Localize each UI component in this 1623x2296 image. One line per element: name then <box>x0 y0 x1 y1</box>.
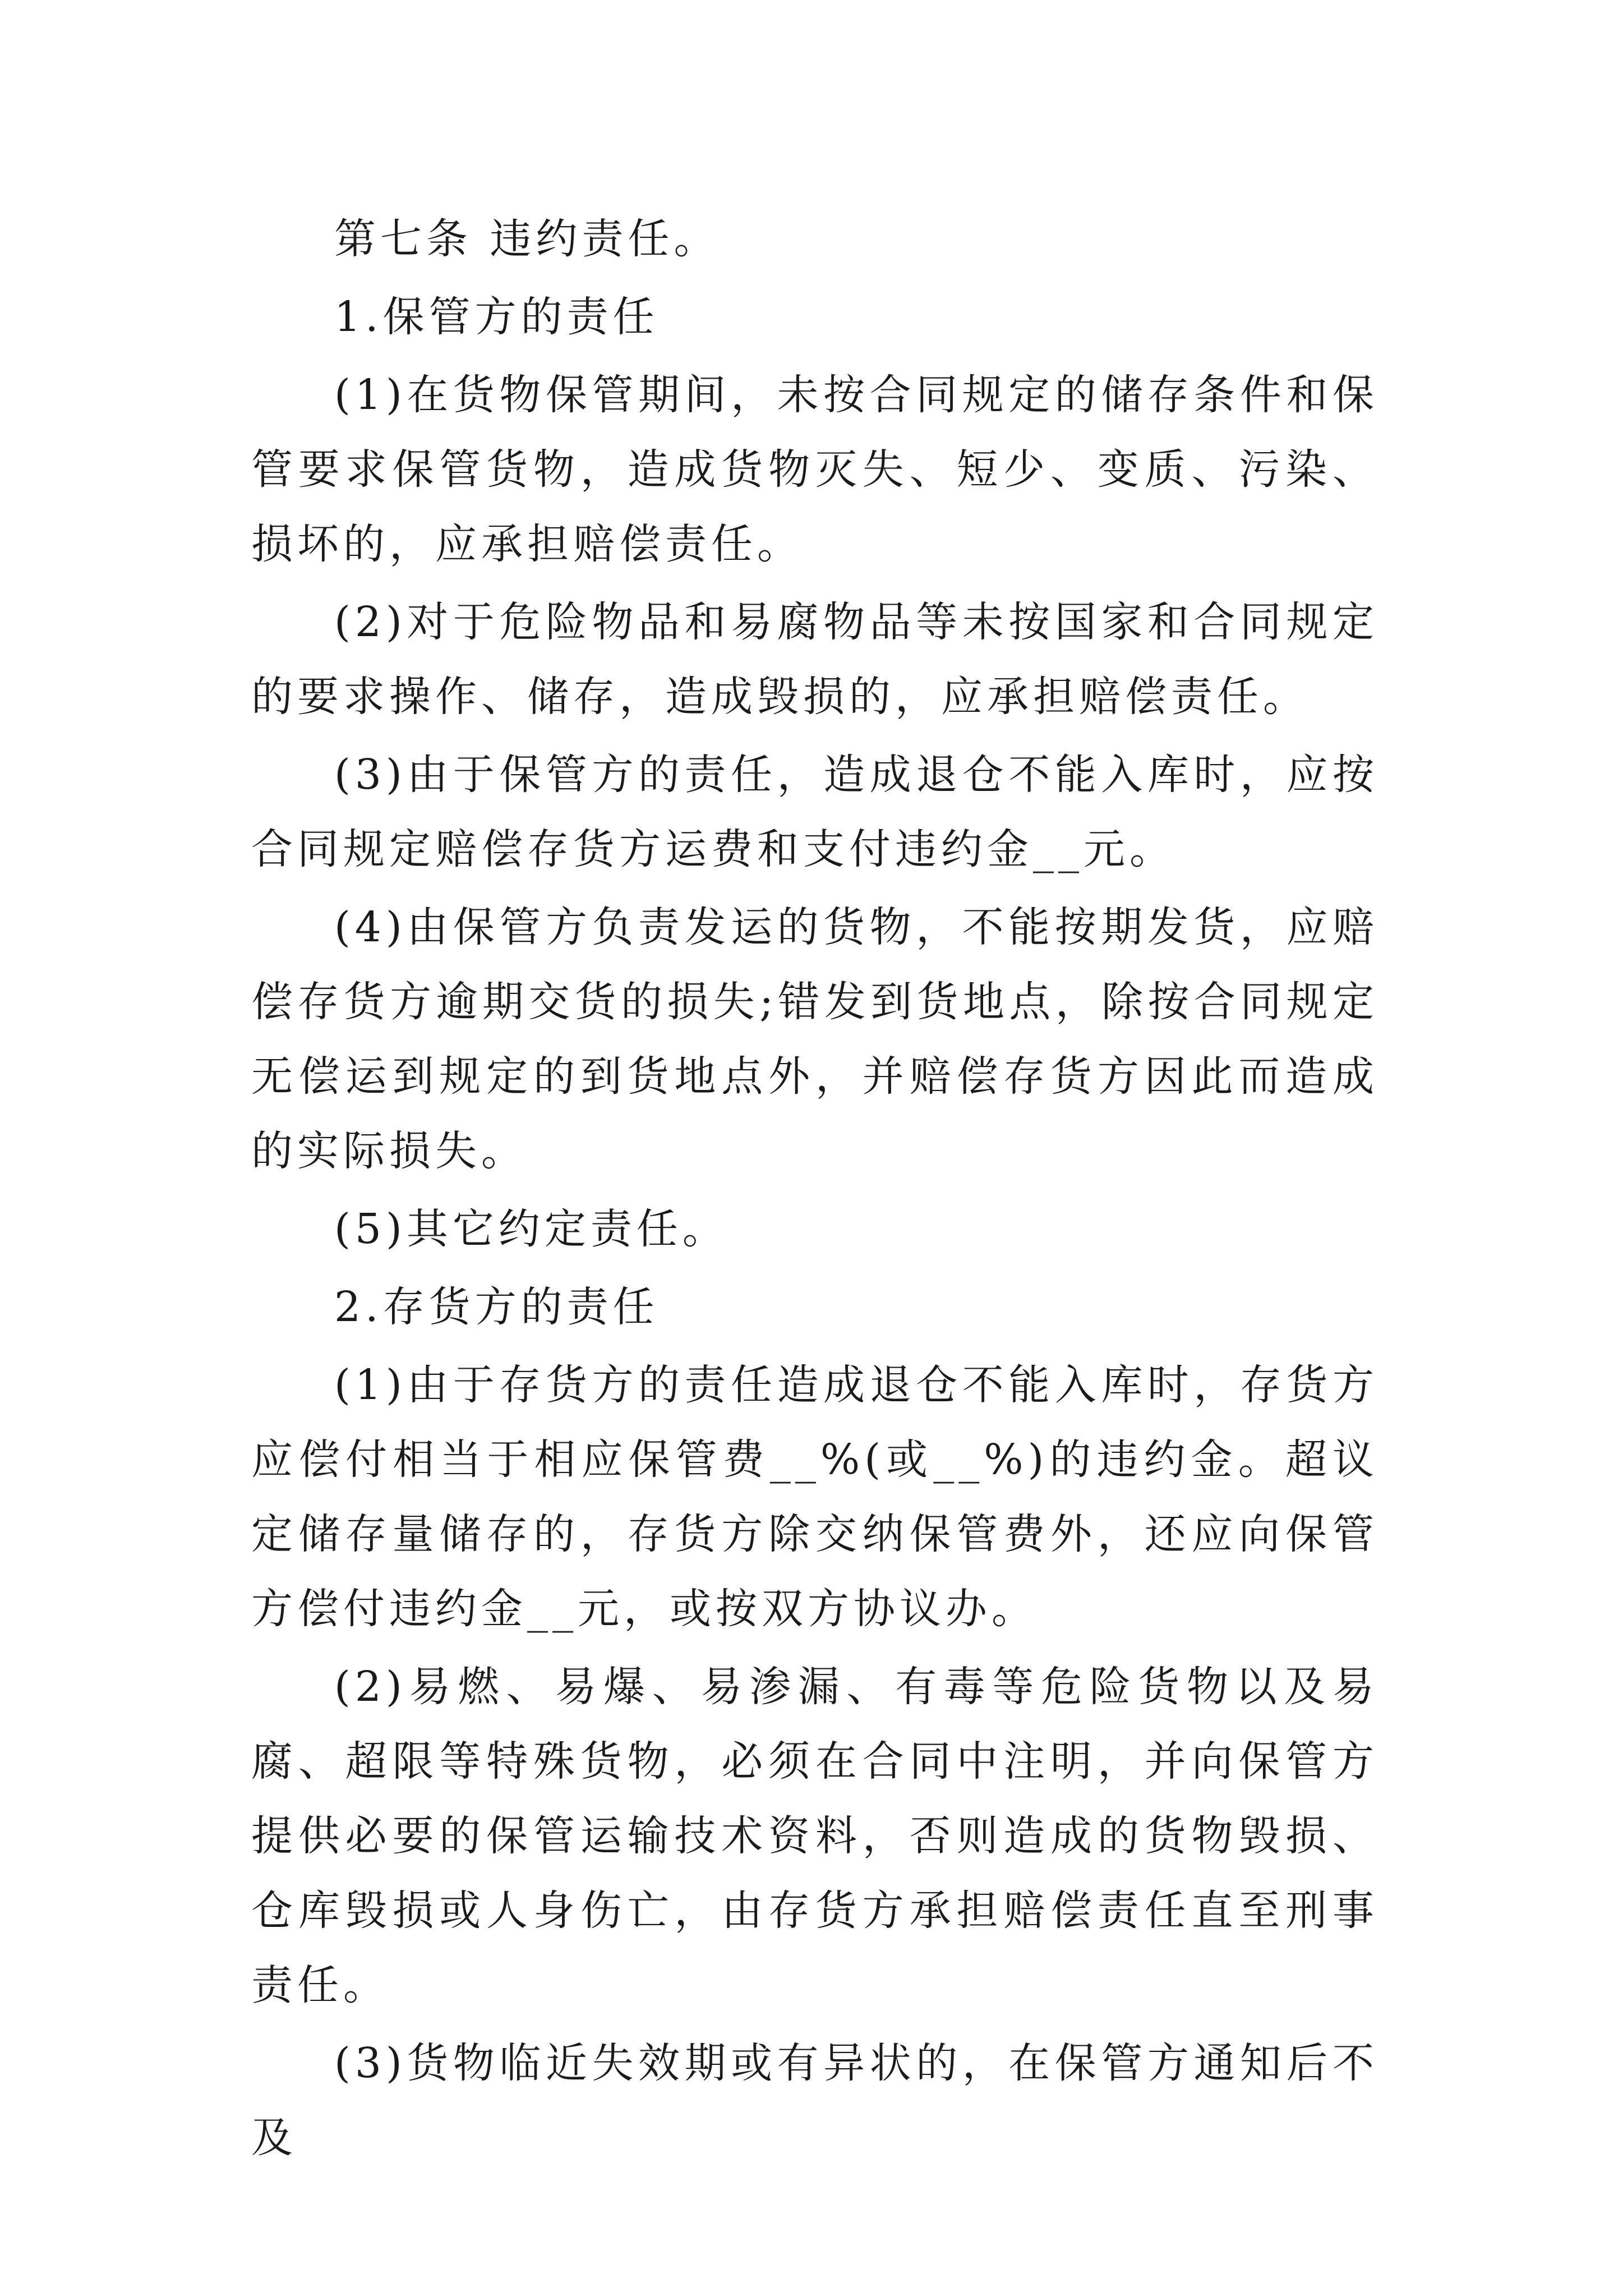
paragraph: (4)由保管方负责发运的货物，不能按期发货，应赔偿存货方逾期交货的损失;错发到货地点，除按合同规定无偿运到规定的到货地点外，并赔偿存货方因此而造成的实际损失。 <box>251 903 1378 1175</box>
section-heading-depositor: 2.存货方的责任 <box>334 1283 659 1331</box>
document-body <box>251 202 1378 2179</box>
paragraph: (1)在货物保管期间，未按合同规定的储存条件和保管要求保管货物，造成货物灭失、短少、变质、污染、损坏的，应承担赔偿责任。 <box>251 371 1378 568</box>
paragraph: (3)由于保管方的责任，造成退仓不能入库时，应按合同规定赔偿存货方运费和支付违约金__元。 <box>251 751 1378 873</box>
section-heading-custodian: 1.保管方的责任 <box>334 293 659 341</box>
paragraph: (3)货物临近失效期或有异状的，在保管方通知后不及 <box>251 2039 1378 2162</box>
paragraph: (5)其它约定责任。 <box>334 1205 728 1253</box>
article-heading: 第七条 违约责任。 <box>334 215 720 263</box>
paragraph: (2)易燃、易爆、易渗漏、有毒等危险货物以及易腐、超限等特殊货物，必须在合同中注明，并向保管方提供必要的保管运输技术资料，否则造成的货物毁损、仓库毁损或人身伤亡，由存货方承担赔偿责任直至刑事责任。 <box>251 1663 1378 2009</box>
paragraph: (1)由于存货方的责任造成退仓不能入库时，存货方应偿付相当于相应保管费__%(或__%)的违约金。超议定储存量储存的，存货方除交纳保管费外，还应向保管方偿付违约金__元，或按双方协议办。 <box>251 1361 1378 1633</box>
paragraph: (2)对于危险物品和易腐物品等未按国家和合同规定的要求操作、储存，造成毁损的，应承担赔偿责任。 <box>251 598 1378 721</box>
